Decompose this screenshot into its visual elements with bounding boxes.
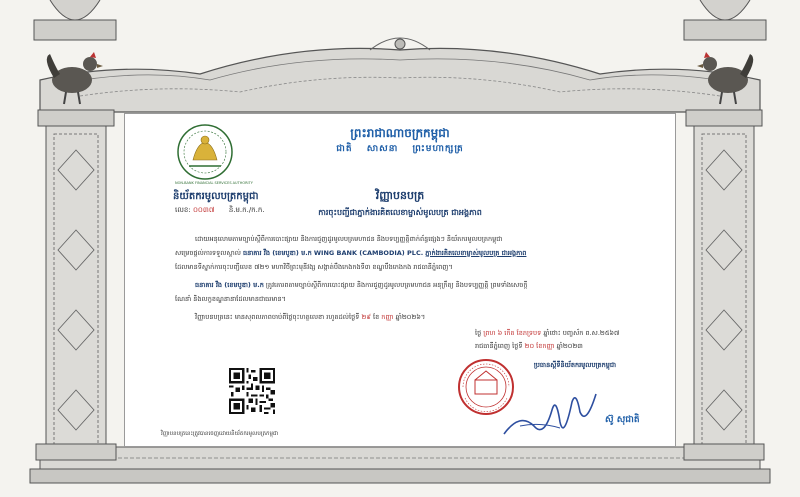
- ref-number: ០០៣៧: [192, 206, 215, 214]
- lunar-day: ព្រហ ៦ កើត: [483, 329, 515, 337]
- bank-name-khmer-2: ធនាគារ វីង (ខេមបូឌា) ម.ក: [195, 281, 264, 289]
- signatory-title: ប្រធានស្តីទីនិយ័តករមូលបត្រកម្ពុជា: [533, 361, 617, 369]
- lunar-year: ឆ្នាំថោះ បញ្ចស័ក ព.ស.២៥៦៧: [543, 329, 620, 337]
- validity-prefix: វិញ្ញាបនបត្រនេះ មានសុពលភាពចាប់ពីថ្ងៃចុះហត្ថលេខា រហូតដល់ថ្ងៃទី: [195, 313, 360, 321]
- obligation-text: ត្រូវគោរពតាមច្បាប់ស្តីពីការបោះផ្សាយ និងការជួញដូរមូលបត្រមហាជន អនុក្រឹត្យ និងបទប្បញ្ញត្តិ ព្រមទាំងសេចក្តី: [265, 281, 528, 289]
- lunar-date-row: [475, 329, 675, 339]
- qr-code[interactable]: [229, 368, 275, 414]
- solar-year: ឆ្នាំ២០២៣: [556, 342, 583, 350]
- lunar-prefix: ថ្ងៃ: [475, 329, 482, 337]
- solar-prefix: រាជធានីភ្នំពេញ ថ្ងៃទី: [475, 342, 523, 350]
- paragraph-2-line-2: ណែនាំ និងលក្ខខណ្ឌនានាដែលមានជាធរមាន។: [175, 295, 286, 303]
- solar-day: ២០: [524, 342, 535, 350]
- paragraph-1-line-2: [175, 249, 665, 259]
- bank-name-english: WING BANK (CAMBODIA) PLC.: [313, 249, 424, 257]
- paragraph-1-line-1: ដោយអនុលោមតាមច្បាប់ស្តីពីការបោះផ្សាយ និងការជួញដូរមូលបត្រមហាជន និងបទប្បញ្ញត្តិពាក់ព័ន្ធផ្សេងៗ និយ័តករមូលបត្រកម្ពុជា: [195, 235, 503, 243]
- validity-month: កញ្ញា: [381, 313, 394, 321]
- recognition-text: សម្រេចផ្តល់ការទទួលស្គាល់: [175, 249, 241, 257]
- bank-name-khmer: ធនាគារ វីង (ខេមបូឌា) ម.ក: [242, 249, 312, 257]
- top-ornament: [40, 38, 760, 112]
- paragraph-2-line-1: [195, 281, 665, 291]
- agency-logo-icon: [175, 122, 235, 182]
- validity-line: [195, 313, 665, 323]
- signature-icon: [500, 382, 600, 444]
- role-name: ភ្នាក់ងារគិតលេខាម្ចាស់មូលបត្រ ជាអង្គភាព: [425, 249, 527, 257]
- motto-king: ព្រះមហាក្សត្រ: [412, 144, 464, 154]
- national-motto: [265, 143, 535, 156]
- validity-day: ២៩: [361, 313, 371, 321]
- motto-nation: ជាតិ: [336, 144, 353, 154]
- footnote-text: វិញ្ញាបនបត្រនេះត្រូវបានចេញដោយនិយ័តករមូលបត្រកម្ពុជា: [161, 431, 279, 437]
- bottom-ornament: [30, 447, 770, 483]
- document-title: វិញ្ញាបនបត្រ: [375, 189, 425, 202]
- issuer-name: និយ័តករមូលបត្រកម្ពុជា: [173, 191, 259, 202]
- signatory-name: ស៊ូ សុជាតិ: [605, 415, 640, 425]
- ref-label: លេខ:: [175, 206, 191, 214]
- solar-date-row: [475, 342, 675, 352]
- motto-religion: សាសនា: [366, 144, 399, 154]
- solar-month: ខែកញ្ញា: [536, 342, 555, 350]
- document-subtitle: ការចុះបញ្ជីជាភ្នាក់ងារគិតលេខាម្ចាស់មូលបត្រ ជាអង្គភាព: [318, 207, 482, 217]
- ref-code: និ.ម.ក./ក.ក.: [228, 206, 265, 214]
- paragraph-1-line-3: ដែលមានទីស្នាក់ការចុះបញ្ជីលេខ ៧២១ មហាវិថីព្រះមុនីវង្ស សង្កាត់បឹងកេងកងទី៣ ខណ្ឌបឹងកេងកង រាជធានីភ្នំពេញ។: [175, 263, 453, 271]
- kingdom-heading: ព្រះរាជាណាចក្រកម្ពុជា: [350, 126, 450, 140]
- validity-year: ឆ្នាំ២០២៦។: [395, 313, 426, 321]
- logo-caption: NON-BANK FINANCIAL SERVICES AUTHORITY: [175, 181, 253, 185]
- validity-month-label: ខែ: [373, 313, 380, 321]
- lunar-month: ខែភទ្របទ: [516, 329, 542, 337]
- certificate-panel: [124, 113, 676, 447]
